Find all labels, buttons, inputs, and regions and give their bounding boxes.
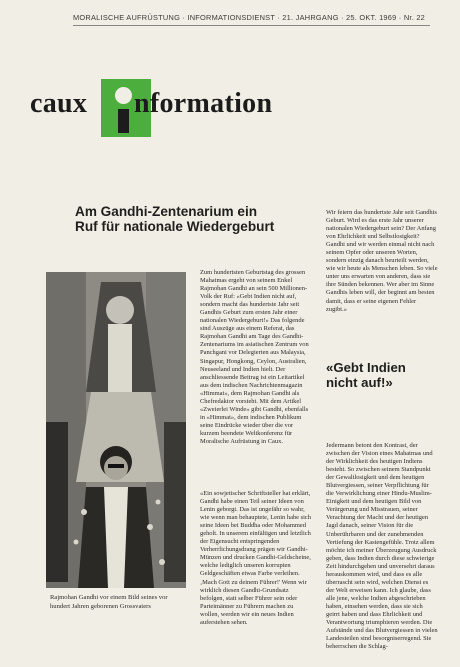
- intro-paragraph: Zum hundertsten Geburtstag des grossen Mahatmas ergeht von seinem Enkel Rajmohan Gandhi an sein 500 Millionen-Volk der Ruf: «Gebt Indien nicht auf, sondern macht das hundertste Jahr seit Gandhis Geburt zum ersten Jahr einer nationalen Wiedergeburt!» Das folgende sind Auszüge aus einem Referat, das Rajmohan Gandhi am Tage des Gandhi-Zentenariums im asiatischen Zentrum von Panchgani vor Delegierten aus Malaysia, Singapur, Hongkong, Ceylon, Australien, Neuseeland und Indien hielt. Der anschliessende Beitrag ist ein Leitartikel aus dem indischen Nachrichtenmagazin «Himmat», dem Rajmohan Gandhi als Chefredaktor vorsteht. Mit dem Artikel «Zweierlei Winde» gibt Gandhi, ebenfalls in «Himmat», dem indischen Publikum seine Eindrücke wieder über die vor kurzem beendete Weltkonferenz für Moralische Aufrüstung in Caux.: [200, 269, 309, 445]
- logo-word-caux: caux: [30, 88, 88, 119]
- right-top-paragraph: Wir feiern das hundertste Jahr seit Gandhis Geburt. Wird es das erste Jahr unserer nationalen Wiedergeburt sein? Der Anfang von Ehrlichkeit und Selbstlosigkeit? Gandhi und wir werden einmal nicht nach seinem Opfer oder unseren Worten, sondern einzig danach beurteilt werden, wie wir heute als Menschen leben. So viele unter uns erwarten von anderen, dass sie ihre Sünden bekennen. Wer aber im Sinne Gandhis leben will, der beginnt am besten damit, dass er seine eigenen Fehler zugibt.»: [326, 209, 438, 313]
- article-headline: Am Gandhi-Zentenarium ein Ruf für nationale Wiedergeburt: [75, 204, 275, 235]
- caux-information-logo: [30, 79, 275, 137]
- header-rule: [73, 25, 430, 26]
- subheading-gebt-indien: «Gebt Indien nicht auf!»: [326, 360, 406, 390]
- issue-header: MORALISCHE AUFRÜSTUNG · INFORMATIONSDIENST · 21. JAHRGANG · 25. OKT. 1969 · Nr. 22: [73, 13, 426, 22]
- logo-i-dot: [115, 87, 132, 104]
- logo-word-information: nformation: [134, 88, 273, 119]
- article-quote-column: [200, 490, 313, 627]
- article-right-column-top: [326, 209, 438, 314]
- photo-caption: Rajmohan Gandhi vor einem Bild seines vor hundert Jahren geborenen Grossvaters: [50, 594, 168, 610]
- article-right-column-bottom: [326, 442, 438, 651]
- logo-i-stem: [118, 109, 129, 133]
- article-intro-column: [200, 269, 313, 446]
- right-bottom-paragraph: Jedermann betont den Kontrast, der zwischen der Vision eines Mahatmas und der Wirklichkeit des heutigen Indiens besteht. So zwischen seinem Standpunkt der Gewaltlosigkeit und dem heutigen Blutvergiessen, seiner Verpflichtung für die Verwirklichung einer Hindu-Muslim-Einigkeit und dem heutigen Bild von Verärgerung und Misstrauen, seiner Verachtung der Macht und der heutigen Jagd danach, seiner Vision für die Unberührbaren und der zunehmenden Vertiefung der Kastengefühle. Trotz allem möchte ich meiner Überzeugung Ausdruck geben, dass Indien durch diese schwierige Zeit hindurchgehen und unversehrt daraus herauskommen wird, und dass es alle überrascht sein wird, welchen Dienst es der Welt erweisen kann. Ich glaube, dass alle jene, welche Indien abgeschrieben haben, einsehen werden, dass sie sich geirrt haben und dass Ehrlichkeit und Verantwortung triumphieren werden. Die Aufstände und das Blutvergiessen in vielen Landesteilen sind besorgniserregend. Sie beherrschen die Schlag-: [326, 442, 438, 651]
- photo-illustration: [46, 272, 186, 588]
- gandhi-photo: [46, 272, 186, 588]
- quote-paragraph: «Ein sowjetischer Schriftsteller hat erklärt, Gandhi habe einen Teil seiner Ideen von Lenin geborgt. Das ist ungefähr so wahr, wie wenn man behauptete, Lenin habe sich seine Ideen bei Buddha oder Mohammed geholt. In unserem einfältigen und letztlich der Eigensucht entspringenden Verherrlichungsdrang prägen wir Gandhi-Münzen und drucken Gandhi-Geldscheine, welche lediglich unseren korrupten Geldgeschäften etwas Farbe verleihen. ‚Mach Gott zu deinem Führer!' Wenn wir wirklich diesen Gandhi-Grundsatz befolgen, statt selber Führer sein oder Parteimänner zu Führern machen zu wollen, werden wir ein neues Indien auferstehen sehen.: [200, 490, 312, 626]
